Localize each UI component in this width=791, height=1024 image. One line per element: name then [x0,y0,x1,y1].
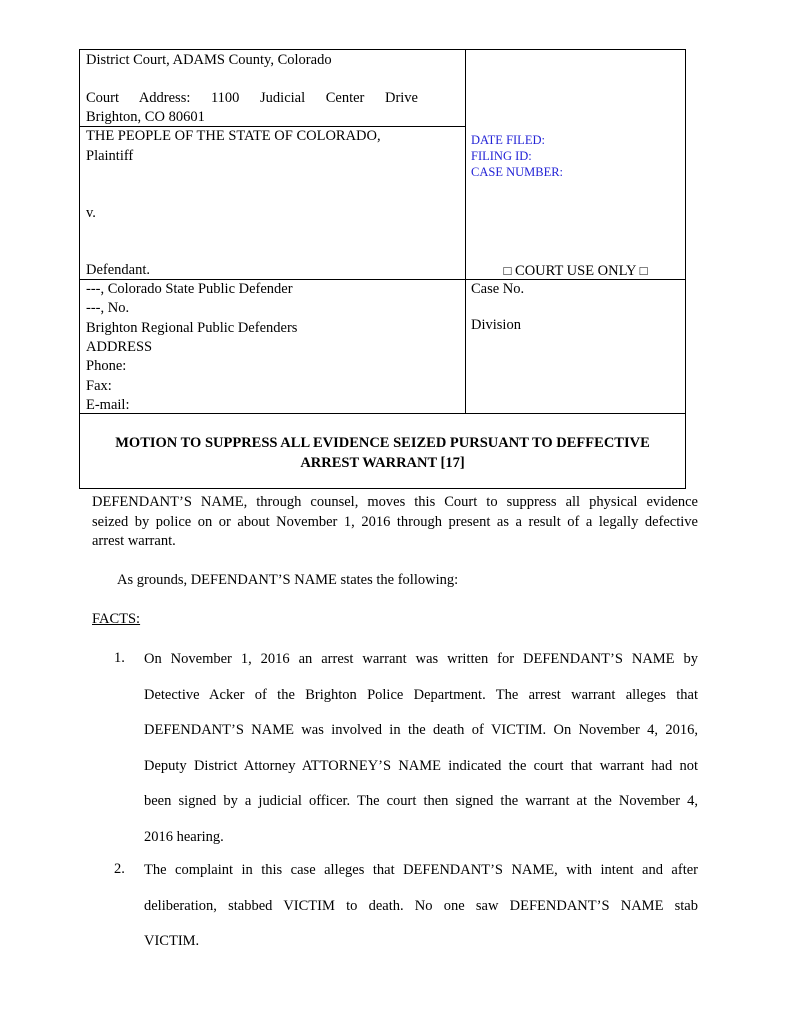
court-address-line2: Brighton, CO 80601 [86,109,205,125]
caption-divider-counsel [80,413,685,414]
plaintiff-name: THE PEOPLE OF THE STATE OF COLORADO, [86,128,381,144]
counsel-line-6: Fax: [86,378,112,394]
counsel-line-3: Brighton Regional Public Defenders [86,320,298,336]
facts-heading: FACTS: [92,611,141,627]
counsel-line-5: Phone: [86,358,127,374]
fact-2-line-3: VICTIM. [144,933,200,949]
fact-1-line-4: Deputy District Attorney ATTORNEY’S NAME indicated the court that warrant had not [144,757,698,774]
checkbox-glyph-right-icon: □ [639,263,648,278]
case-number-label: CASE NUMBER: [471,165,564,179]
versus-label: v. [86,205,96,221]
checkbox-glyph-left-icon: □ [503,263,512,278]
court-address-line1: Court Address: 1100 Judicial Center Drive [86,90,418,106]
fact-1-line-6: 2016 hearing. [144,828,224,845]
defendant-label: Defendant. [86,262,151,278]
division-label: Division [471,317,521,333]
motion-title-line2: ARREST WARRANT [17] [300,454,465,471]
fact-number: 2. [114,861,125,877]
filing-id-label: FILING ID: [471,149,532,163]
intro-line-2: seized by police on or about November 1, 2016 through present as a result of a legally defective [92,514,698,530]
motion-title-line1: MOTION TO SUPPRESS ALL EVIDENCE SEIZED PURSUANT TO DEFFECTIVE [115,435,650,451]
case-no-label: Case No. [471,281,525,297]
counsel-line-4: ADDRESS [86,339,153,355]
fact-1-line-1: On November 1, 2016 an arrest warrant was written for DEFENDANT’S NAME by [144,651,698,667]
counsel-line-2: ---, No. [86,300,130,316]
court-use-only-label: COURT USE ONLY [515,263,636,279]
intro-line-1: DEFENDANT’S NAME, through counsel, moves this Court to suppress all physical evidence [92,494,698,510]
fact-1-line-5: been signed by a judicial officer. The court then signed the warrant at the November 4, [144,793,698,809]
counsel-line-7: E-mail: [86,397,130,413]
counsel-line-1: ---, Colorado State Public Defender [86,281,293,297]
fact-1-line-3: DEFENDANT’S NAME was involved in the death of VICTIM. On November 4, 2016, [144,722,698,738]
motion-title [80,434,685,473]
grounds-statement: As grounds, DEFENDANT’S NAME states the following: [117,572,459,588]
fact-text [144,853,698,960]
fact-item-1 [92,642,698,857]
fact-number: 1. [114,650,125,666]
date-filed-label: DATE FILED: [471,133,545,147]
fact-1-line-2: Detective Acker of the Brighton Police Department. The arrest warrant alleges that [144,686,698,703]
fact-2-line-2: deliberation, stabbed VICTIM to death. No one saw DEFENDANT’S NAME stab [144,897,698,914]
intro-line-3: arrest warrant. [92,533,176,549]
court-use-only-stamp [466,261,685,281]
court-name: District Court, ADAMS County, Colorado [86,52,332,68]
case-caption-table [79,49,686,489]
plaintiff-label: Plaintiff [86,148,134,164]
fact-item-2 [92,853,698,963]
fact-2-line-1: The complaint in this case alleges that DEFENDANT’S NAME, with intent and after [144,862,698,878]
caption-column-divider [465,50,466,414]
fact-text [144,642,698,855]
